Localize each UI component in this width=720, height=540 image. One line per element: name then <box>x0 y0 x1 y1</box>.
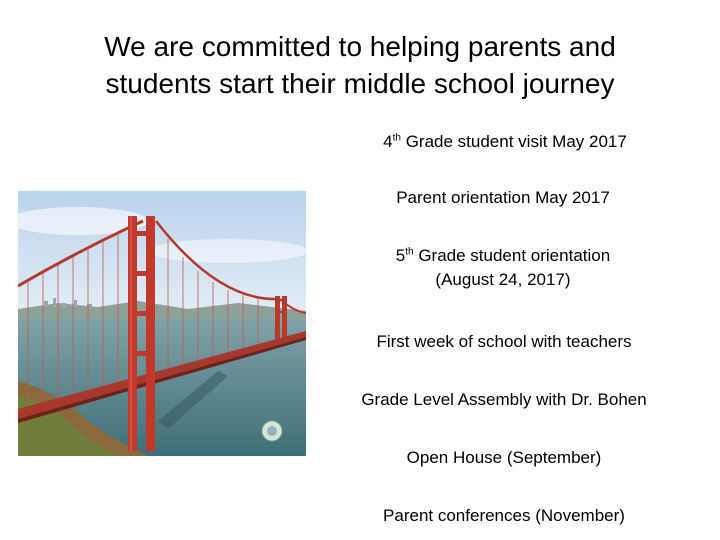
item-ordinal-suffix: th <box>392 132 401 144</box>
item-line-2: (August 24, 2017) <box>435 270 571 289</box>
golden-gate-bridge-photo <box>18 191 306 456</box>
item-ordinal: 4 <box>383 132 393 151</box>
item-text: First week of school with teachers <box>376 332 632 351</box>
schedule-item-open-house <box>339 446 669 470</box>
item-text: Parent conferences (November) <box>383 506 625 525</box>
item-line-1 <box>338 244 668 268</box>
schedule-item-5th-grade-orientation <box>338 244 668 292</box>
title-line-1: We are committed to helping parents and <box>104 31 616 62</box>
schedule-item-parent-orientation <box>338 186 668 210</box>
item-text: Open House (September) <box>406 448 602 467</box>
title-line-2: students start their middle school journey <box>105 68 615 99</box>
item-ordinal-suffix: th <box>405 246 414 258</box>
item-ordinal: 5 <box>395 246 406 265</box>
schedule-item-first-week <box>339 330 669 354</box>
item-text: Parent orientation May 2017 <box>396 188 610 207</box>
schedule-item-grade-level-assembly <box>334 388 674 412</box>
item-text: Grade student orientation <box>413 246 611 265</box>
item-text: Grade Level Assembly with Dr. Bohen <box>361 390 647 409</box>
schedule-item-4th-grade-visit <box>340 130 670 154</box>
schedule-item-parent-conferences <box>339 504 669 528</box>
slide-title <box>20 28 700 102</box>
item-text: Grade student visit May 2017 <box>400 132 627 151</box>
